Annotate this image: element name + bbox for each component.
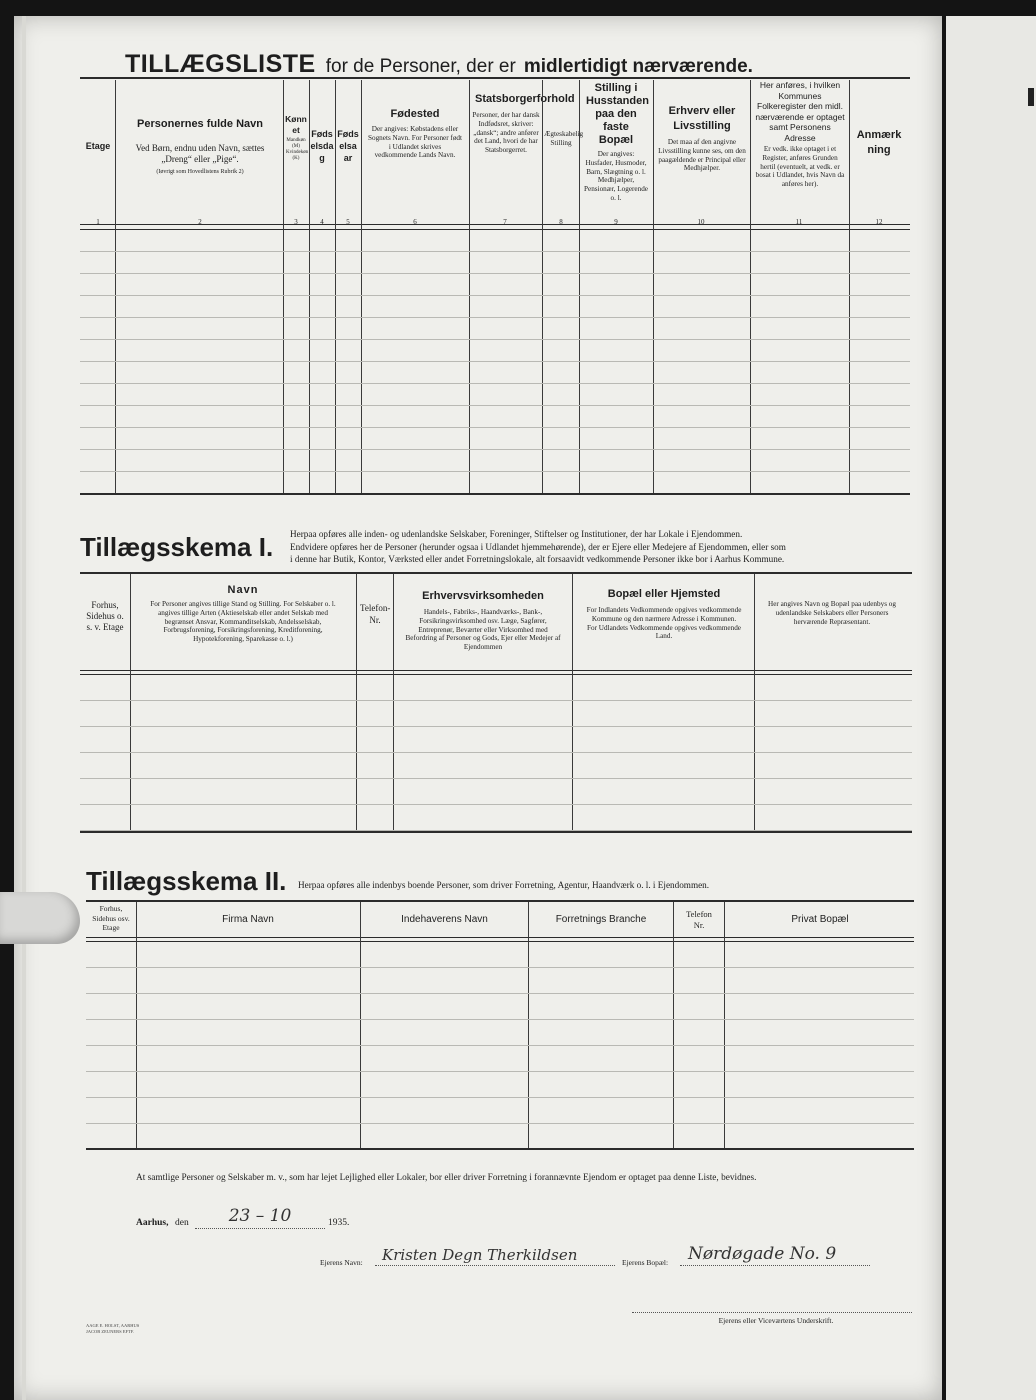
s2-header-bottom-rule [86,937,914,938]
main-col-divider-2 [283,80,284,493]
main-row-rule-6 [80,361,910,362]
main-row-rule-11 [80,471,910,472]
skema2-title: Tillægsskema II. [86,866,287,896]
col-name-header: Personernes fulde Navn Ved Børn, endnu uden Navn, sættes „Dreng“ eller „Pige“. (Iøvrigt som Hovedlistens Rubrik 2) [135,118,265,175]
s2-col-divider-5 [724,902,725,1148]
main-top-rule [80,77,910,79]
col-occupation-header: Erhverv eller Livsstilling Det maa af den angivne Livsstilling kunne ses, om den paagældende er Principal eller Medhjælper. [658,105,746,173]
col-number-2: 2 [198,218,202,226]
col-number-1: 1 [96,218,100,226]
main-row-rule-5 [80,339,910,340]
main-row-rule-2 [80,273,910,274]
main-row-rule-4 [80,317,910,318]
s1-col-divider-4 [572,574,573,831]
main-col-divider-6 [469,80,470,493]
col-number-4: 4 [320,218,324,226]
footer-den: den [175,1218,189,1228]
skema1-title: Tillægsskema I. [80,532,274,562]
main-col-divider-1 [115,80,116,493]
s1-row-rule-1 [80,700,912,701]
s2-col-firm-header: Firma Navn [222,914,274,925]
s2-row-rule-5 [86,1071,914,1072]
col-etage-header: Etage [85,141,111,151]
skema1-intro [290,528,912,566]
s1-col-divider-5 [754,574,755,831]
s1-col-business-header: Erhvervsvirksomheden Handels-, Fabriks-, Haandværks-, Bank-, Forsikringsvirksomhed osv. Læge, Sagfører, Entreprenør, Beværter eller Virksomhed med Befordring af Personer og Gods, Ejer eller Medejer af Ejendommen [405,590,561,652]
skema1-intro-line-2: Endvidere opføres her de Personer (herunder ogsaa i Udlandet hjemmehørende), der er Ejere eller Medejere af Ejendommen, eller som [290,541,786,552]
printer-mark: AAGE E. HOLST, AARHUS JACOB ZEUNERS EFTF. [86,1323,140,1334]
col-number-10: 10 [697,218,705,226]
col-birthplace-header: Fødested Der angives: Købstadens eller Sognets Navn. For Personer født i Udlandet skrives vedkommende Lands Navn. [367,108,463,160]
s2-header-double-rule [86,941,914,942]
s1-row-rule-4 [80,778,912,779]
s2-col-branch-header: Forretnings Branche [555,914,647,925]
owner-address-label: Ejerens Bopæl: [622,1258,669,1267]
main-title-a: TILLÆGSLISTE [125,50,316,78]
s1-row-rule-3 [80,752,912,753]
skema2-intro: Herpaa opføres alle indenbys boende Personer, som driver Forretning, Agentur, Haandværk o. l. i Ejendommen. [298,880,710,890]
main-col-divider-9 [653,80,654,493]
signature-label: Ejerens eller Viceværtens Underskrift. [718,1316,834,1325]
main-header-bottom-rule [80,224,910,225]
page-edge [22,16,26,1400]
s2-row-rule-6 [86,1097,914,1098]
s1-col-residence-header: Bopæl eller Hjemsted For Indlandets Vedkommende opgives vedkommende Kommune og den nærmere Adresse i Kommunen. For Udlandets Vedkommende opgives vedkommende Land. [586,588,742,641]
col-birthyear-header: Fødselsaar [337,129,359,163]
s1-row-rule-2 [80,726,912,727]
s2-bottom-rule [86,1148,914,1150]
main-row-rule-10 [80,449,910,450]
s2-row-rule-2 [86,993,914,994]
main-col-divider-11 [849,80,850,493]
s1-col-etage-header: Forhus, Sidehus o. s. v. Etage [86,600,124,632]
owner-address-line [680,1265,870,1266]
col-number-6: 6 [413,218,417,226]
s2-row-rule-1 [86,967,914,968]
col-marital-header: Ægteskabelig Stilling [544,130,584,147]
skema1-intro-line-3: i denne har Butik, Kontor, Værksted eller andet Forretningslokale, alt forsaavidt vedkommende Personer ikke bor i Aarhus Kommune. [290,554,785,564]
owner-name-line [375,1265,615,1266]
facing-page-mark [1028,88,1034,106]
s1-header-double-rule [80,674,912,675]
col-household-header: Stilling i Husstanden paa den faste Bopæl Der angives: Husfader, Husmoder, Barn, Slægtning o. l. Medhjælper, Pensionær, Logerende o. l. [584,82,649,202]
s1-col-representative-header: Her angives Navn og Bopæl paa udenbys og udenlandske Selskabers eller Personers herværende Repræsentant. [768,600,896,626]
s2-col-phone-header: Telefon Nr. [686,909,712,930]
col-sex-header: Kønnet Mandkøn (M) Kvindekøn (K) [285,114,309,161]
owner-name-value: Kristen Degn Therkildsen [382,1246,578,1264]
s2-row-rule-3 [86,1019,914,1020]
owner-address-value: Nørdøgade No. 9 [688,1244,837,1264]
main-col-divider-8 [579,80,580,493]
s1-col-divider-2 [356,574,357,831]
footer-date: 23 – 10 [228,1206,292,1226]
s1-col-phone-header: Telefon-Nr. [360,603,391,625]
footer-place: Aarhus, [136,1218,169,1228]
s2-top-rule [86,900,914,902]
main-row-rule-7 [80,383,910,384]
date-line [195,1228,325,1229]
main-col-divider-3 [309,80,310,493]
col-birthday-header: Fødselsdag [310,129,334,163]
col-number-3: 3 [294,218,298,226]
s1-header-bottom-rule [80,670,912,671]
col-number-12: 12 [875,218,883,226]
main-col-divider-4 [335,80,336,493]
col-number-9: 9 [614,218,618,226]
main-row-rule-9 [80,427,910,428]
s1-col-name-header: Navn For Personer angives tillige Stand og Stilling. For Selskaber o. l. angives tillige Arten (Aktieselskab eller andet Selskab med begrænset Ansvar, Kommanditselskab, Andelsselskab, Forbrugsforening, Forsikringsforening, Kreditforening, Hypotekforening, Sparekasse o. l.) [150,584,336,644]
footer-year: 1935. [328,1218,350,1228]
main-title-b: for de Personer, der er [325,56,516,77]
col-number-11: 11 [795,218,803,226]
s1-bottom-rule [80,831,912,833]
main-row-rule-1 [80,251,910,252]
s2-col-divider-1 [136,902,137,1148]
s1-col-divider-1 [130,574,131,831]
main-row-rule-3 [80,295,910,296]
s2-col-owner-header: Indehaverens Navn [401,914,488,925]
main-row-rule-8 [80,405,910,406]
facing-page [946,16,1036,1400]
s2-col-etage-header: Forhus, Sidehus osv. Etage [92,904,130,932]
col-remark-header: Anmærkning [856,129,902,156]
col-number-8: 8 [559,218,563,226]
main-col-divider-5 [361,80,362,493]
s2-col-private-header: Privat Bopæl [791,914,849,925]
main-col-divider-10 [750,80,751,493]
col-register-header: Her anføres, i hvilken Kommunes Folkeregister den midl. nærværende er optaget samt Personens Adresse Er vedk. ikke optaget i et Register, anføres Grunden hertil (eventuelt, at vedk. er bosat i Udlandet, hvis Navn da anføres her). [755,80,845,189]
main-title [125,50,905,80]
main-col-divider-7 [542,80,543,493]
s1-col-divider-3 [393,574,394,831]
owner-name-label: Ejerens Navn: [320,1258,363,1267]
main-title-c: midlertidigt nærværende. [523,56,753,77]
s1-row-rule-6 [80,830,912,831]
s2-col-divider-3 [528,902,529,1148]
s2-col-divider-2 [360,902,361,1148]
s2-row-rule-4 [86,1045,914,1046]
main-header-double-rule [80,229,910,230]
finger-shadow [0,892,80,944]
col-citizenship-header: Statsborgerforhold Personer, der har dansk Indfødsret, skriver: „dansk“; andre anfører det Land, hvori de har Statsborgerret. [472,93,575,155]
main-bottom-rule [80,493,910,495]
s1-row-rule-5 [80,804,912,805]
s2-row-rule-7 [86,1123,914,1124]
col-number-5: 5 [346,218,350,226]
footer-statement: At samtlige Personer og Selskaber m. v., som har lejet Lejlighed eller Lokaler, bor eller driver Forretning i forannævnte Ejendom er optaget paa denne Liste, bevidnes. [136,1173,757,1183]
s2-col-divider-4 [673,902,674,1148]
skema1-intro-line-1: Herpaa opføres alle inden- og udenlandske Selskaber, Foreninger, Stiftelser og Institutioner, der har Lokale i Ejendommen. [290,529,743,539]
signature-line [632,1312,912,1313]
col-number-7: 7 [503,218,507,226]
s1-top-rule [80,572,912,574]
